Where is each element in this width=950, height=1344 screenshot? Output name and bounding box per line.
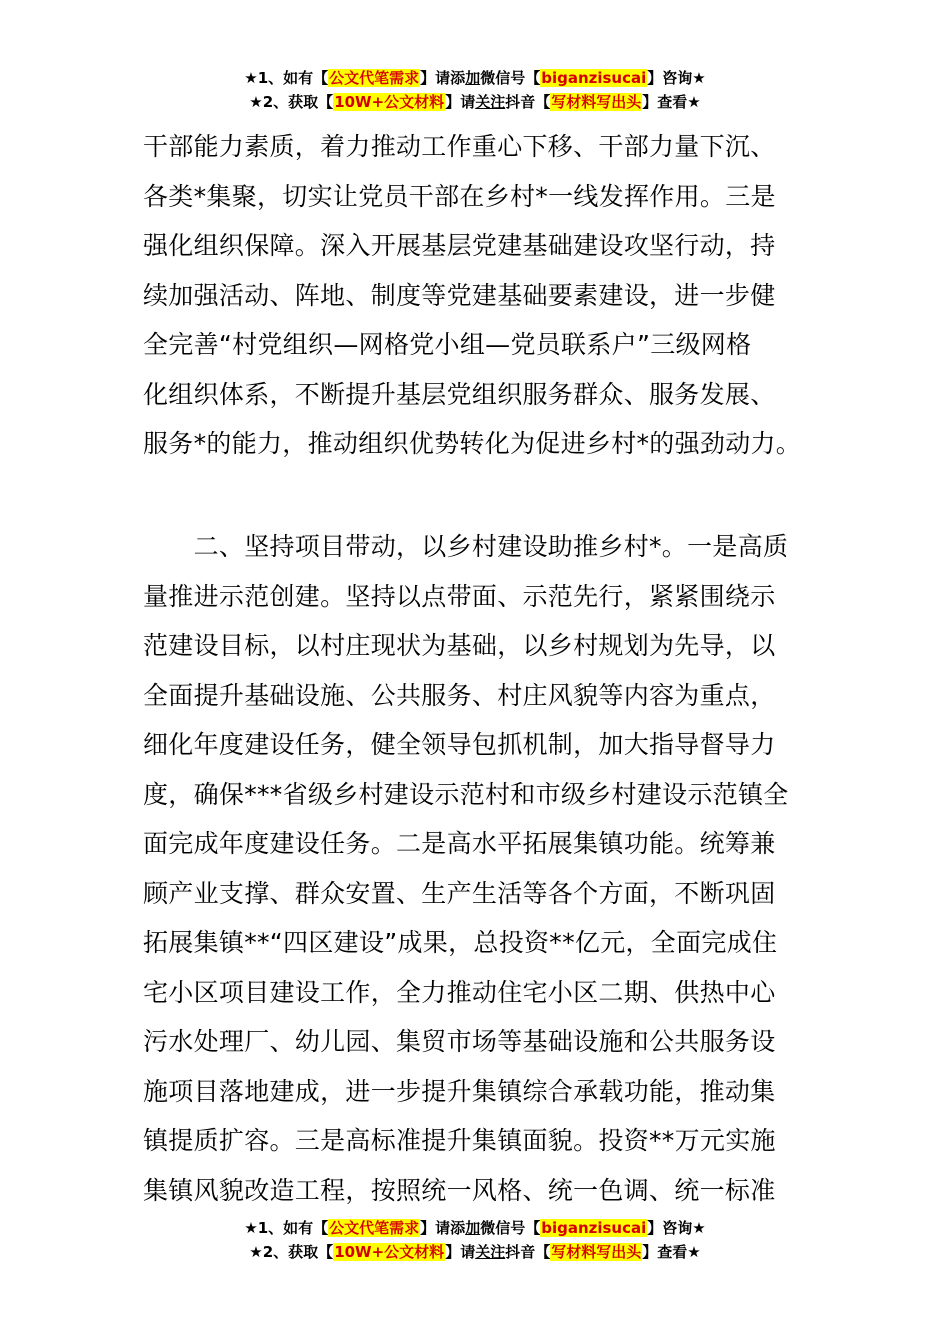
banner-text: 微信号【	[480, 1219, 541, 1237]
text-line: 细化年度建设任务，健全领导包抓机制，加大指导督导力	[143, 730, 776, 759]
banner-text: 抖音【	[505, 93, 551, 111]
text-line: 度，确保***省级乡村建设示范村和市级乡村建设示范镇全	[143, 779, 789, 809]
text-line: 化组织体系，不断提升基层党组织服务群众、服务发展、	[143, 379, 776, 409]
banner-text: ★1、如有【	[244, 1219, 329, 1237]
header-banner	[0, 66, 950, 114]
banner-underlined: 关注	[475, 1243, 506, 1261]
banner-text: 抖音【	[505, 1243, 551, 1261]
paragraph-1	[143, 122, 813, 469]
banner-text: 】咨询★	[647, 1219, 706, 1237]
banner-highlight: biganzisucai	[541, 69, 647, 87]
banner-text: 微信号【	[480, 69, 541, 87]
banner-highlight: 写材料写出头	[551, 93, 642, 111]
banner-highlight: biganzisucai	[541, 1219, 647, 1237]
text-line: 范建设目标，以村庄现状为基础，以乡村规划为先导，以	[143, 631, 776, 660]
banner-text: 】查看★	[642, 1243, 701, 1261]
banner-text: 】请	[445, 1243, 476, 1261]
banner-text: ★2、获取【	[249, 93, 334, 111]
footer-banner-line-2	[0, 1240, 950, 1264]
text-line: 二、坚持项目带动，以乡村建设助推乡村*。一是高质	[143, 532, 789, 561]
banner-text: ★2、获取【	[249, 1243, 334, 1261]
banner-highlight: 公文代笔需求	[329, 1219, 420, 1237]
banner-text: 】咨询★	[647, 69, 706, 87]
banner-highlight: 公文代笔需求	[329, 69, 420, 87]
text-line: 强化组织保障。深入开展基层党建基础建设攻坚行动，持	[143, 231, 776, 260]
text-line: 污水处理厂、幼儿园、集贸市场等基础设施和公共服务设	[143, 1027, 776, 1056]
banner-highlight: 10W+公文材料	[334, 1243, 445, 1261]
text-line: 宅小区项目建设工作，全力推动住宅小区二期、供热中心	[143, 977, 776, 1007]
banner-text: 】请	[445, 93, 476, 111]
text-line: 顾产业支撑、群众安置、生产生活等各个方面，不断巩固	[143, 878, 776, 908]
banner-text: 】请添	[420, 1219, 466, 1237]
text-line: 集镇风貌改造工程，按照统一风格、统一色调、统一标准	[143, 1175, 776, 1205]
text-line: 面完成年度建设任务。二是高水平拓展集镇功能。统筹兼	[143, 829, 776, 858]
header-banner-line-1	[0, 66, 950, 90]
footer-banner	[0, 1216, 950, 1264]
text-line: 镇提质扩容。三是高标准提升集镇面貌。投资**万元实施	[143, 1126, 776, 1155]
text-line: 施项目落地建成，进一步提升集镇综合承载功能，推动集	[143, 1076, 776, 1106]
banner-underlined: 关注	[475, 93, 506, 111]
text-line: 全完善“村党组织—网格党小组—党员联系户”三级网格	[143, 330, 752, 359]
banner-text: 】查看★	[642, 93, 701, 111]
text-line: 服务*的能力，推动组织优势转化为促进乡村*的强劲动力。	[143, 429, 802, 458]
banner-highlight: 10W+公文材料	[334, 93, 445, 111]
footer-banner-line-1	[0, 1216, 950, 1240]
banner-text: ★1、如有【	[244, 69, 329, 87]
paragraph-2	[143, 522, 813, 1215]
header-banner-line-2	[0, 90, 950, 114]
text-line: 拓展集镇**“四区建设”成果，总投资**亿元，全面完成住	[143, 928, 778, 957]
banner-underlined: 加	[465, 1219, 481, 1237]
text-line: 各类*集聚，切实让党员干部在乡村*一线发挥作用。三是	[143, 181, 776, 211]
text-line: 量推进示范创建。坚持以点带面、示范先行，紧紧围绕示	[143, 581, 776, 611]
text-line: 干部能力素质，着力推动工作重心下移、干部力量下沉、	[143, 132, 776, 161]
text-line: 续加强活动、阵地、制度等党建基础要素建设，进一步健	[143, 280, 776, 310]
text-line: 全面提升基础设施、公共服务、村庄风貌等内容为重点，	[143, 680, 776, 710]
banner-highlight: 写材料写出头	[551, 1243, 642, 1261]
banner-underlined: 加	[465, 69, 481, 87]
banner-text: 】请添	[420, 69, 466, 87]
